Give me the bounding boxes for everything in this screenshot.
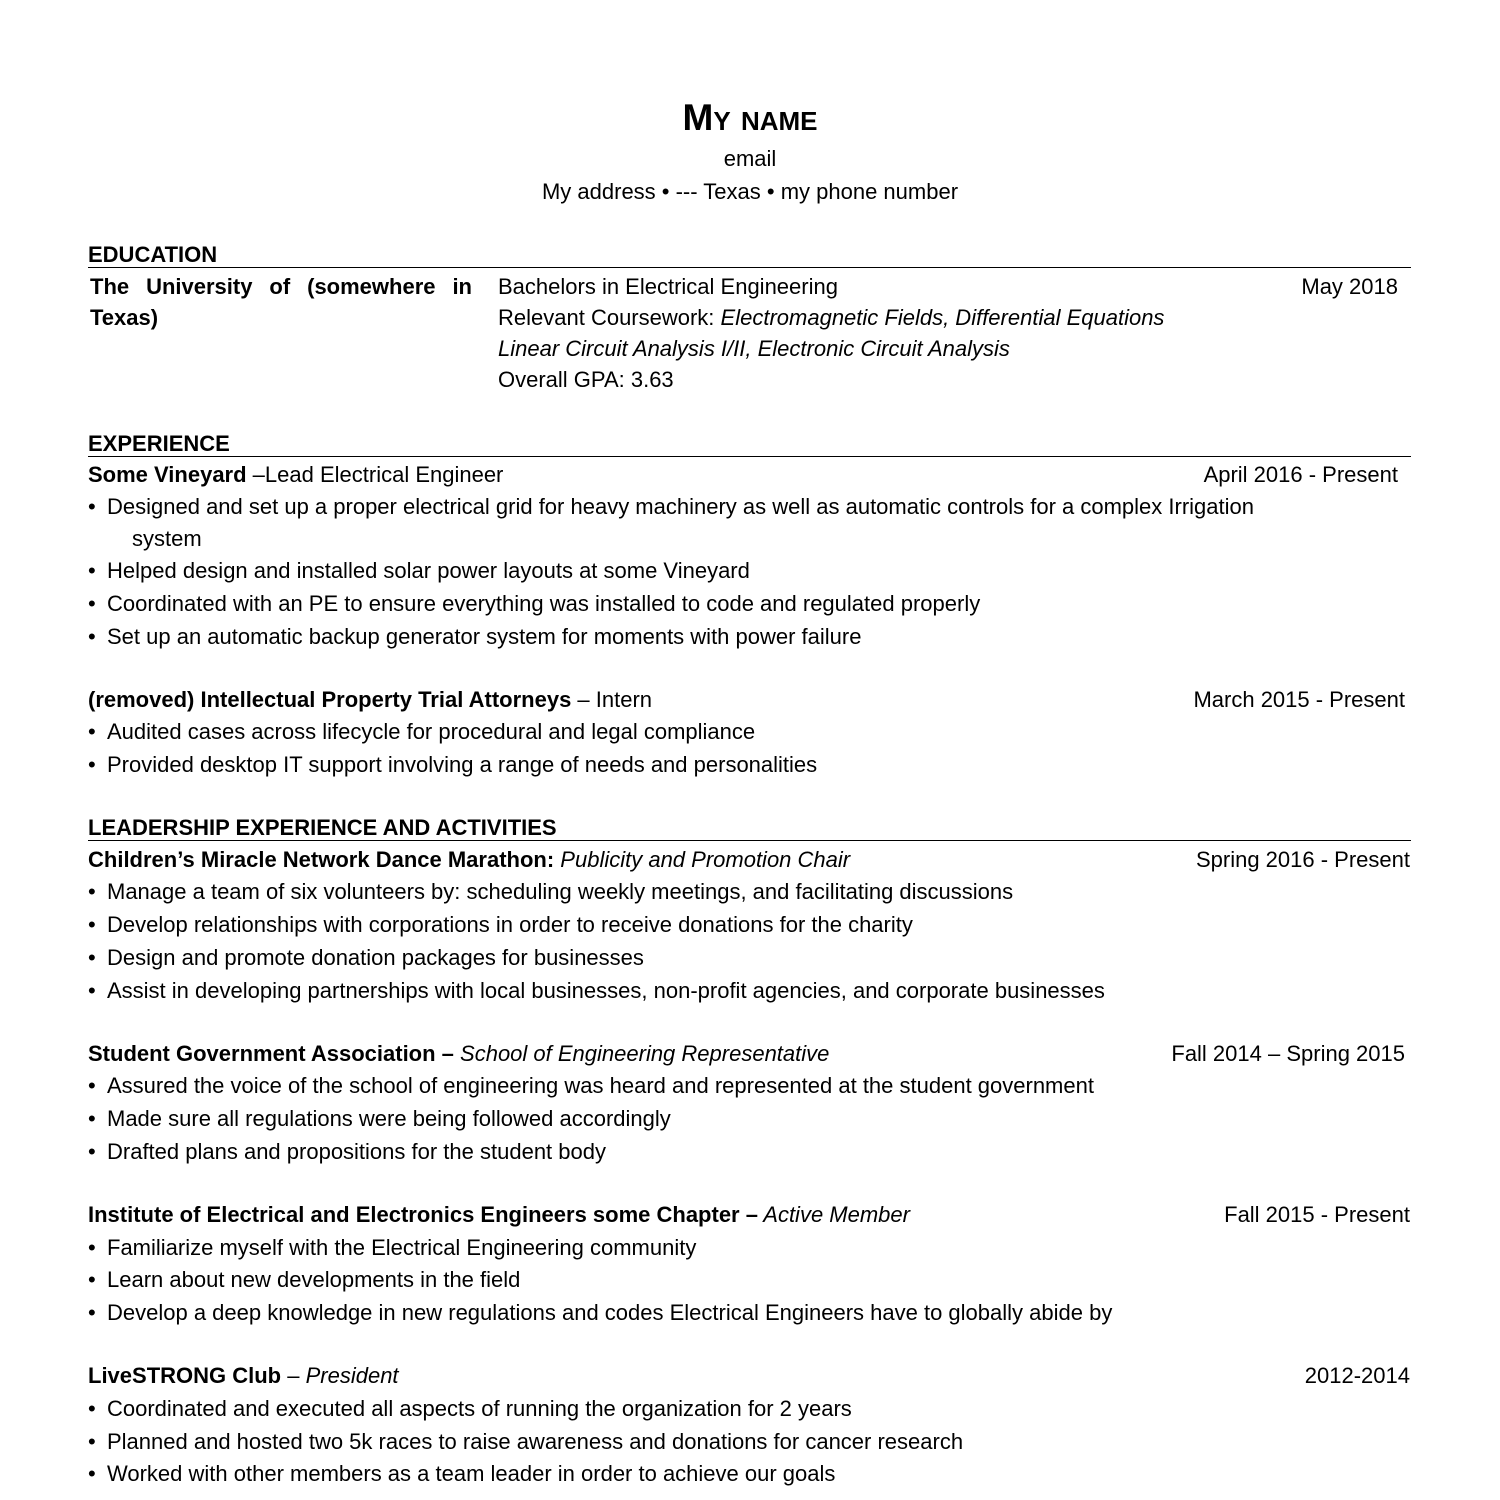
list-item [88,752,817,778]
job-title-line [88,462,503,488]
bullet-glyph: • [88,1139,96,1164]
job-title-line [88,687,652,713]
list-item [88,624,861,650]
bullet-glyph: • [88,1267,96,1292]
bullet-glyph: • [88,1106,96,1131]
list-item-text: Develop relationships with corporations in order to receive donations for the charity [107,912,913,937]
list-item-text: Worked with other members as a team leader in order to achieve our goals [107,1461,836,1486]
activity-role: Publicity and Promotion Chair [554,847,851,872]
activity-org: Institute of Electrical and Electronics Engineers some Chapter – [88,1202,758,1227]
gpa: Overall GPA: 3.63 [498,367,674,392]
bullet-glyph: • [88,1396,96,1421]
job-role: –Lead Electrical Engineer [246,462,504,487]
bullet-glyph: • [88,624,96,649]
list-item-continuation: system [132,526,202,551]
bullet-glyph: • [88,912,96,937]
list-item [88,494,1254,520]
job-date: April 2016 - Present [1203,462,1398,487]
contact-line: My address • --- Texas • my phone number [541,179,959,204]
activity-date: Fall 2014 – Spring 2015 [1171,1041,1405,1066]
bullet-glyph: • [88,1429,96,1454]
bullet-glyph: • [88,1461,96,1486]
list-item-text: Helped design and installed solar power layouts at some Vineyard [107,558,750,583]
list-item [88,1396,852,1422]
list-item-text: Familiarize myself with the Electrical Engineering community [107,1235,697,1260]
list-item-text: Made sure all regulations were being followed accordingly [107,1106,671,1131]
list-item [88,912,913,938]
candidate-name: My name [682,97,818,138]
list-item-text: Assured the voice of the school of engineering was heard and represented at the student government [107,1073,1094,1098]
list-item-text: Assist in developing partnerships with local businesses, non-profit agencies, and corporate businesses [107,978,1105,1003]
list-item [88,1139,606,1165]
activity-org: LiveSTRONG Club [88,1363,282,1388]
list-item [88,879,1013,905]
list-item-text: Audited cases across lifecycle for procedural and legal compliance [107,719,756,744]
list-item-text: Manage a team of six volunteers by: scheduling weekly meetings, and facilitating discussions [107,879,1014,904]
job-org: Some Vineyard [88,462,247,487]
list-item [88,1461,835,1487]
activity-role: Active Member [757,1202,910,1227]
list-item-text: Learn about new developments in the field [107,1267,521,1292]
school-name-line1: The University of (somewhere in [90,274,472,299]
experience-rule [88,456,1411,457]
list-item [88,1429,963,1455]
list-item-text: Develop a deep knowledge in new regulations and codes Electrical Engineers have to globally abide by [107,1300,1113,1325]
leadership-heading: LEADERSHIP EXPERIENCE AND ACTIVITIES [88,815,557,840]
activity-title-line [88,1041,829,1067]
job-org: (removed) Intellectual Property Trial Attorneys [88,687,572,712]
coursework-list-1: Electromagnetic Fields, Differential Equations [720,305,1165,330]
bullet-glyph: • [88,494,96,519]
coursework-line1 [498,305,1164,331]
list-item [88,591,980,617]
list-item [88,1235,696,1261]
activity-title-line [88,1363,399,1389]
experience-heading: EXPERIENCE [88,431,230,456]
coursework-label: Relevant Coursework: [498,305,721,330]
bullet-glyph: • [88,978,96,1003]
activity-date: 2012-2014 [1304,1363,1410,1388]
degree: Bachelors in Electrical Engineering [498,274,838,299]
school-name-line2: Texas) [90,305,159,330]
list-item-text: Planned and hosted two 5k races to raise awareness and donations for cancer research [107,1429,964,1454]
list-item [88,978,1105,1004]
bullet-glyph: • [88,1073,96,1098]
list-item [88,558,750,584]
activity-separator: – [281,1363,306,1388]
list-item [88,1073,1094,1099]
education-heading: EDUCATION [88,242,218,267]
activity-title-line [88,847,850,873]
list-item-text: Provided desktop IT support involving a range of needs and personalities [107,752,818,777]
activity-org: Children’s Miracle Network Dance Marathon: [88,847,555,872]
list-item-text: Designed and set up a proper electrical grid for heavy machinery as well as automatic controls for a complex Irrigation [107,494,1254,519]
education-date: May 2018 [1301,274,1398,299]
list-item-text: Coordinated with an PE to ensure everything was installed to code and regulated properly [107,591,981,616]
activity-role: President [305,1363,399,1388]
activity-role: School of Engineering Representative [453,1041,830,1066]
activity-title-line [88,1202,910,1228]
activity-date: Fall 2015 - Present [1224,1202,1410,1227]
list-item-text: Coordinated and executed all aspects of running the organization for 2 years [107,1396,852,1421]
job-role: – Intern [571,687,653,712]
bullet-glyph: • [88,752,96,777]
list-item [88,719,755,745]
leadership-rule [88,840,1411,841]
bullet-glyph: • [88,719,96,744]
coursework-line2: Linear Circuit Analysis I/II, Electronic Circuit Analysis [498,336,1010,361]
bullet-glyph: • [88,1235,96,1260]
list-item [88,1106,671,1132]
list-item-text: Drafted plans and propositions for the student body [107,1139,606,1164]
bullet-glyph: • [88,1300,96,1325]
email-line: email [723,146,777,171]
list-item [88,1300,1112,1326]
bullet-glyph: • [88,945,96,970]
bullet-glyph: • [88,591,96,616]
activity-date: Spring 2016 - Present [1195,847,1410,872]
list-item-text: Design and promote donation packages for businesses [107,945,644,970]
activity-org: Student Government Association – [88,1041,454,1066]
bullet-glyph: • [88,879,96,904]
list-item [88,1267,520,1293]
list-item-text: Set up an automatic backup generator system for moments with power failure [107,624,862,649]
job-date: March 2015 - Present [1193,687,1405,712]
list-item [88,945,644,971]
bullet-glyph: • [88,558,96,583]
education-rule [88,267,1411,268]
